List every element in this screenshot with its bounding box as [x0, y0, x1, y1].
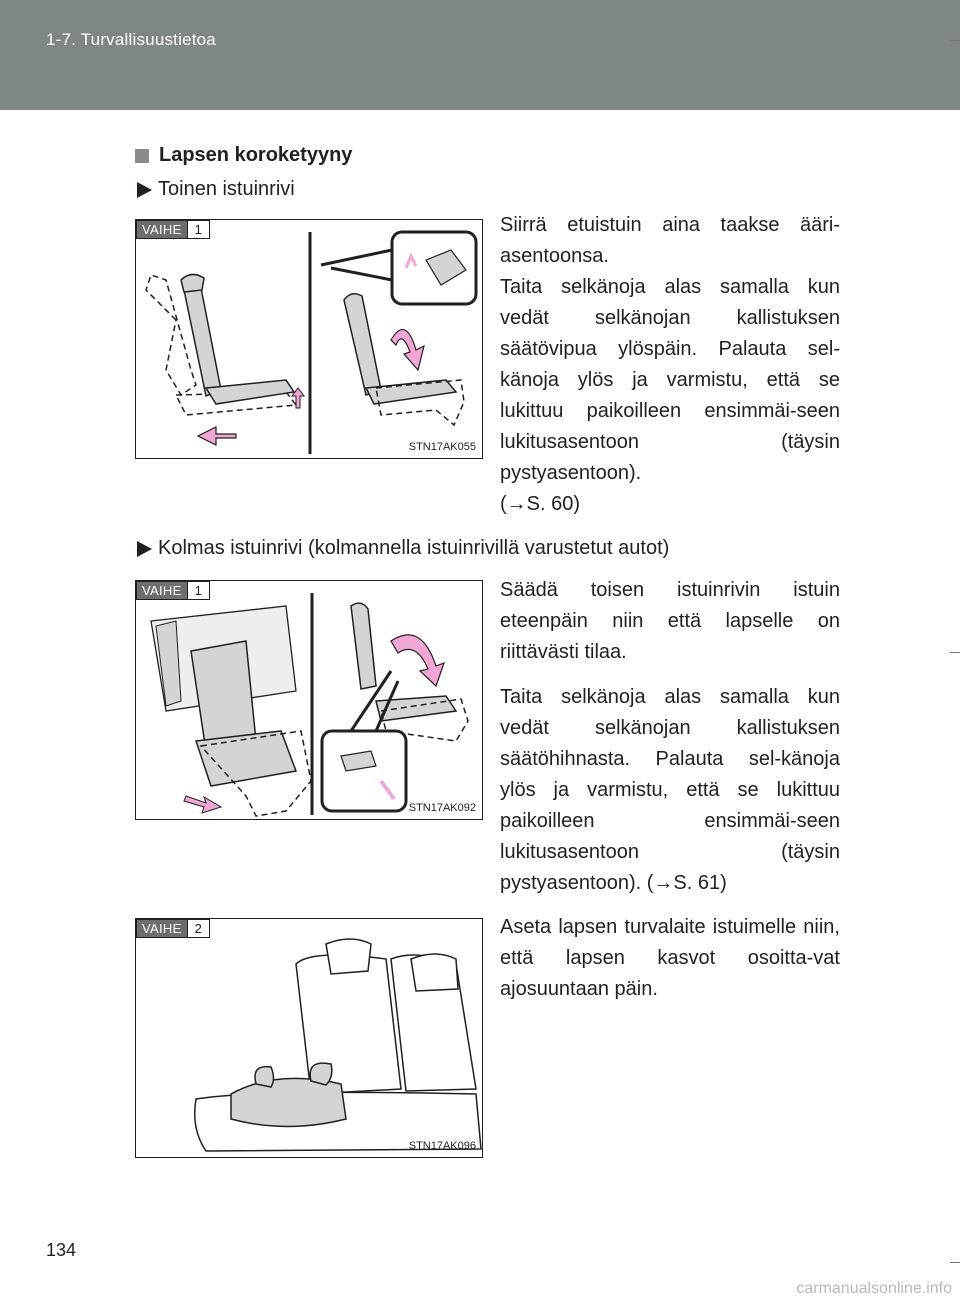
subheading-third-row — [137, 537, 669, 560]
subheading-second-row — [137, 178, 295, 201]
step-tag-2 — [136, 919, 210, 938]
instructions-booster — [500, 912, 840, 1019]
step-word: VAIHE — [137, 920, 187, 937]
paragraph: Taita selkänoja alas samalla kun vedät selkänojan kallistuksen säätöhihnasta. Palauta sel-känoja ylös ja varmistu, että se lukittuu paikoilleen ensimmäi-seen lukitusasentoon (täysin pystyasentoon). (→S. 61) — [500, 686, 840, 894]
booster-seat-illustration — [136, 919, 483, 1158]
paragraph: Siirrä etuistuin aina taakse ääri-asentoonsa. — [500, 214, 840, 267]
paragraph: Taita selkänoja alas samalla kun vedät selkänojan kallistuksen säätövipua ylöspäin. Palauta sel-känoja ylös ja varmistu, että se lukittuu paikoilleen ensimmäi-seen lukitusasentoon (täysin pystyasentoon). — [500, 276, 840, 484]
step-tag-1 — [136, 220, 210, 239]
crop-mark — [950, 40, 960, 41]
instructions-third-row — [500, 575, 840, 913]
square-bullet-icon — [135, 149, 149, 163]
figure-second-row-seat — [135, 219, 483, 459]
crop-mark — [950, 652, 960, 653]
seat-fold-illustration-1 — [136, 220, 483, 459]
instructions-second-row — [500, 210, 840, 534]
step-number: 2 — [187, 920, 209, 937]
page-number: 134 — [46, 1240, 77, 1260]
figure-third-row-seat — [135, 580, 483, 820]
figure-booster-seat — [135, 918, 483, 1158]
paragraph: Aseta lapsen turvalaite istuimelle niin, että lapsen kasvot osoitta-vat ajosuuntaan päin. — [500, 916, 840, 1000]
header-band — [0, 0, 960, 110]
paragraph: Säädä toisen istuinrivin istuin eteenpäin niin että lapselle on riittävästi tilaa. — [500, 579, 840, 663]
section-heading-text: Lapsen koroketyyny — [159, 144, 353, 166]
subheading-third-row-text: Kolmas istuinrivi (kolmannella istuinrivillä varustetut autot) — [158, 537, 670, 559]
figure-code: STN17AK055 — [408, 441, 476, 453]
crop-mark — [950, 1262, 960, 1263]
step-number: 1 — [187, 221, 209, 238]
page-reference: (→S. 60) — [500, 493, 581, 515]
step-number: 1 — [187, 582, 209, 599]
step-word: VAIHE — [137, 582, 187, 599]
step-tag-1 — [136, 581, 210, 600]
subheading-second-row-text: Toinen istuinrivi — [158, 178, 295, 200]
step-word: VAIHE — [137, 221, 187, 238]
seat-fold-illustration-2 — [136, 581, 483, 820]
figure-code: STN17AK092 — [408, 802, 476, 814]
triangle-bullet-icon — [137, 182, 152, 198]
section-heading — [135, 144, 352, 167]
chapter-title: 1-7. Turvallisuustietoa — [46, 30, 216, 49]
watermark: carmanualsonline.info — [796, 1280, 952, 1297]
triangle-bullet-icon — [137, 541, 152, 557]
figure-code: STN17AK096 — [408, 1140, 476, 1152]
